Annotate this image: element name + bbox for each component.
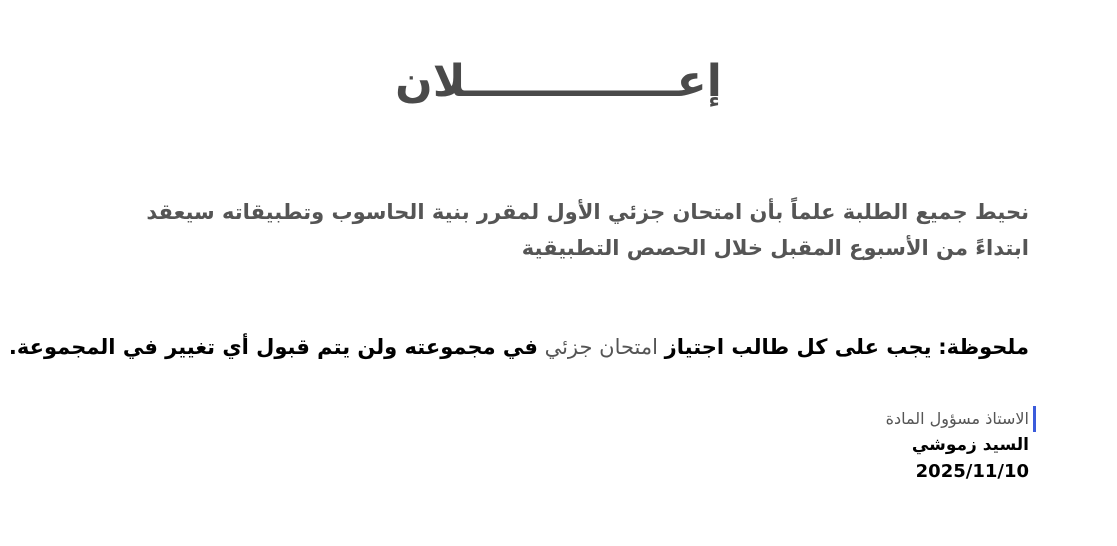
note-highlight: امتحان جزئي (544, 335, 658, 359)
note-text-part2: في مجموعته ولن يتم قبول أي تغيير في المجموعة. (8, 335, 538, 359)
announcement-body: نحيط جميع الطلبة علماً بأن امتحان جزئي الأول لمقرر بنية الحاسوب وتطبيقاته سيعقد ابتداءً من الأسبوع المقبل خلال الحصص التطبيقية (146, 200, 1029, 260)
signature-name: السيد زموشي (911, 435, 1029, 455)
signature-block (886, 406, 1029, 486)
signature-role: الاستاذ مسؤول المادة (886, 406, 1036, 432)
note-label: ملحوظة: (938, 335, 1029, 359)
announcement-title: إعــــــــــــــلان (395, 56, 722, 107)
announcement-note (8, 330, 1029, 364)
signature-date: 2025/11/10 (915, 461, 1029, 482)
note-text-part1: يجب على كل طالب اجتياز (664, 335, 932, 359)
